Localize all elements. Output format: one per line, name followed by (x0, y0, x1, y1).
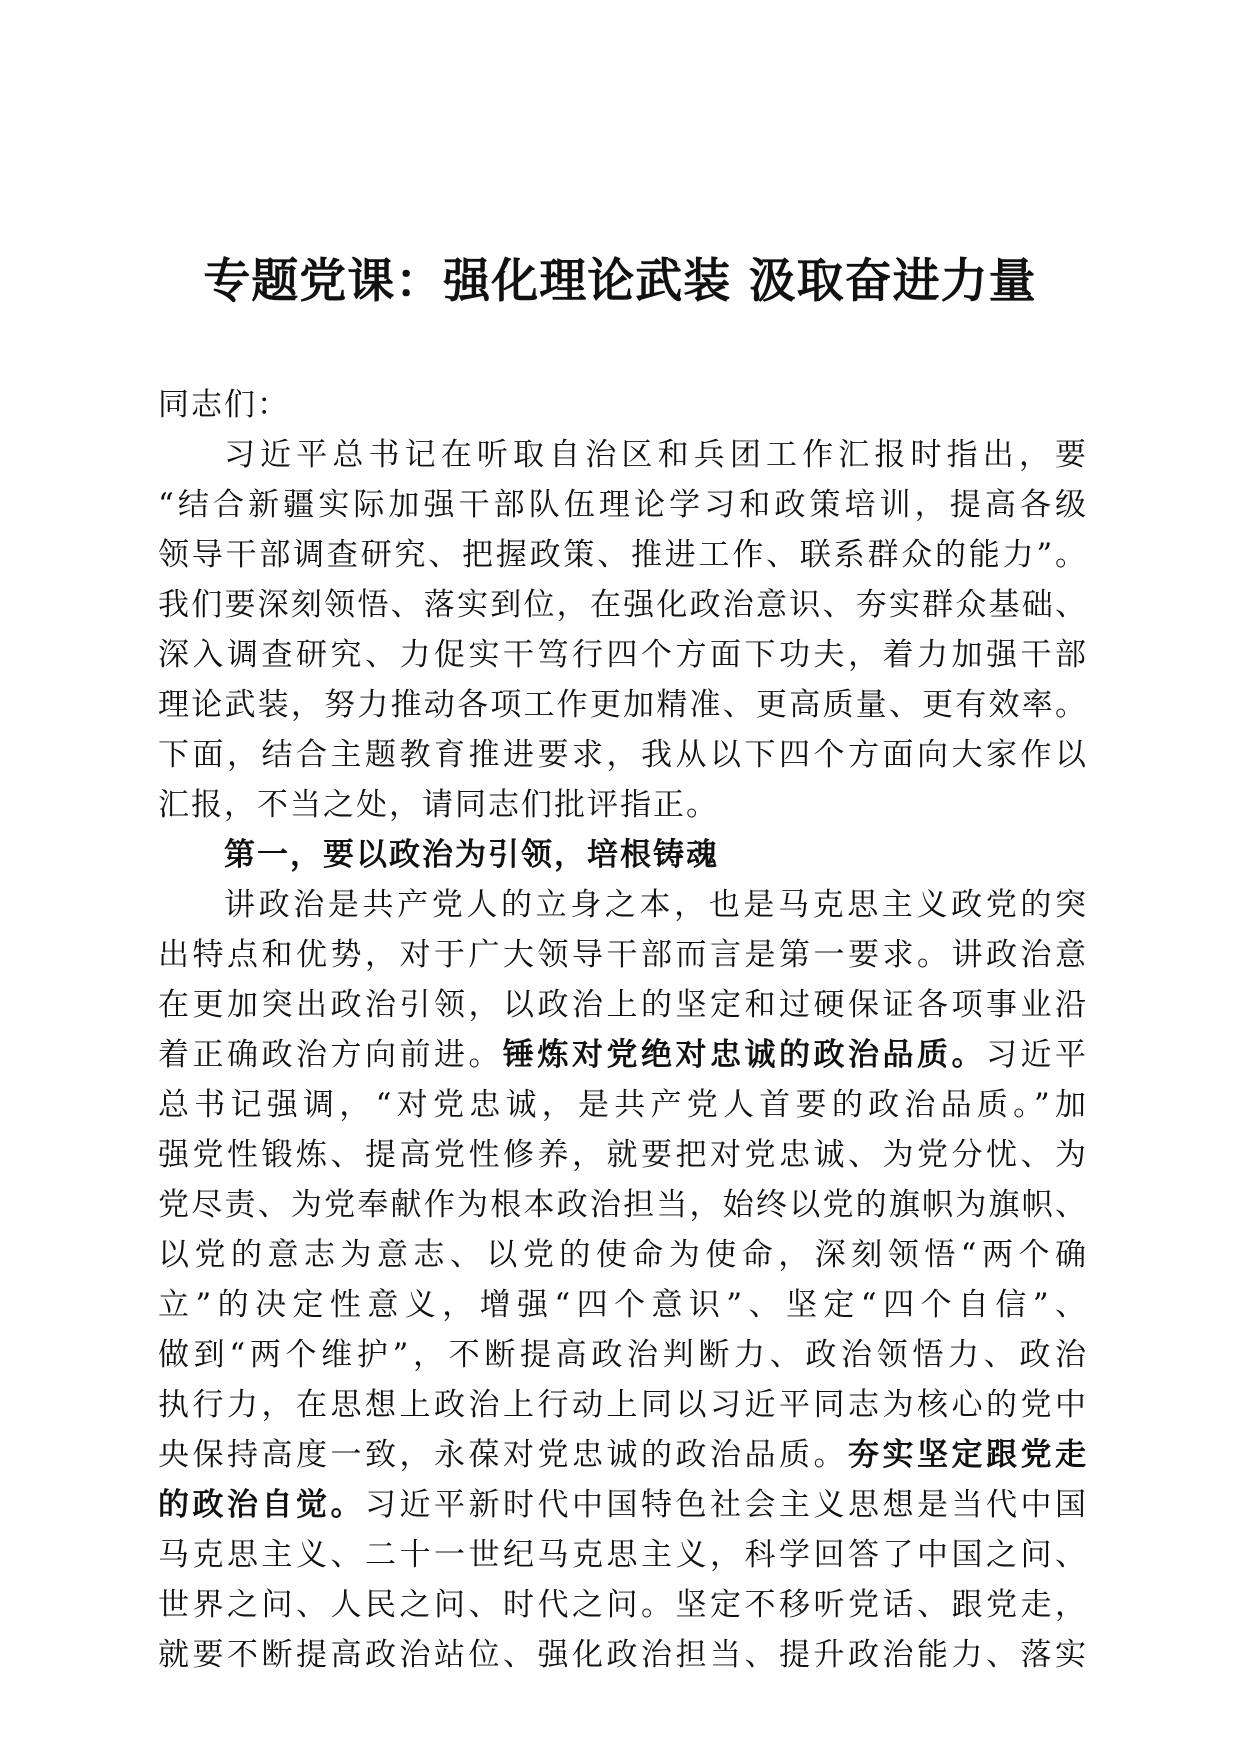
paragraph-line: 讲政治是共产党人的立身之本，也是马克思主义政党的突 (224, 887, 1088, 923)
paragraph-line: 下面，结合主题教育推进要求，我从以下四个方面向大家作以 (158, 737, 1088, 773)
paragraph-line: 做到“两个维护”，不断提高政治判断力、政治领悟力、政治 (158, 1337, 1088, 1373)
section-heading: 第一，要以政治为引领，培根铸魂 (224, 837, 719, 873)
paragraph-line (158, 1430, 1088, 1480)
paragraph-line: “结合新疆实际加强干部队伍理论学习和政策培训，提高各级 (158, 487, 1088, 523)
paragraph-line: 理论武装，努力推动各项工作更加精准、更高质量、更有效率。 (158, 687, 1088, 723)
paragraph-line: 世界之问、人民之问、时代之问。坚定不移听党话、跟党走， (158, 1587, 1088, 1623)
paragraph-line: 出特点和优势，对于广大领导干部而言是第一要求。讲政治意 (158, 937, 1088, 973)
paragraph-line (158, 1480, 1088, 1530)
paragraph-line: 深入调查研究、力促实干笃行四个方面下功夫，着力加强干部 (158, 637, 1088, 673)
emphasis-text: 夯实坚定跟党走 (848, 1437, 1088, 1473)
plain-text: 着正确政治方向前进。 (158, 1037, 503, 1073)
paragraph-line: 我们要深刻领悟、落实到位，在强化政治意识、夯实群众基础、 (158, 587, 1088, 623)
plain-text: 央保持高度一致，永葆对党忠诚的政治品质。 (158, 1437, 848, 1473)
paragraph-line: 就要不断提高政治站位、强化政治担当、提升政治能力、落实 (158, 1637, 1088, 1673)
paragraph-line: 领导干部调查研究、把握政策、推进工作、联系群众的能力”。 (158, 537, 1088, 573)
paragraph-line: 在更加突出政治引领，以政治上的坚定和过硬保证各项事业沿 (158, 987, 1088, 1023)
paragraph-line: 强党性锻炼、提高党性修养，就要把对党忠诚、为党分忧、为 (158, 1137, 1088, 1173)
emphasis-text: 的政治自觉。 (158, 1487, 365, 1523)
paragraph-line: 总书记强调，“对党忠诚，是共产党人首要的政治品质。”加 (158, 1087, 1088, 1123)
plain-text: 习近平新时代中国特色社会主义思想是当代中国 (365, 1487, 1088, 1523)
page-title: 专题党课：强化理论武装 汲取奋进力量 (203, 254, 1037, 309)
emphasis-text: 锤炼对党绝对忠诚的政治品质。 (503, 1037, 986, 1073)
document-body (158, 380, 1088, 1680)
salutation: 同志们： (158, 387, 290, 423)
paragraph-line: 马克思主义、二十一世纪马克思主义，科学回答了中国之问、 (158, 1537, 1088, 1573)
paragraph-line: 习近平总书记在听取自治区和兵团工作汇报时指出，要 (224, 437, 1088, 473)
paragraph-line: 执行力，在思想上政治上行动上同以习近平同志为核心的党中 (158, 1387, 1088, 1423)
paragraph-line: 党尽责、为党奉献作为根本政治担当，始终以党的旗帜为旗帜、 (158, 1187, 1088, 1223)
paragraph-line: 立”的决定性意义，增强“四个意识”、坚定“四个自信”、 (158, 1287, 1088, 1323)
paragraph-line (158, 1030, 1088, 1080)
paragraph-line: 汇报，不当之处，请同志们批评指正。 (158, 787, 719, 823)
paragraph-line: 以党的意志为意志、以党的使命为使命，深刻领悟“两个确 (158, 1237, 1088, 1273)
plain-text: 习近平 (986, 1037, 1088, 1073)
